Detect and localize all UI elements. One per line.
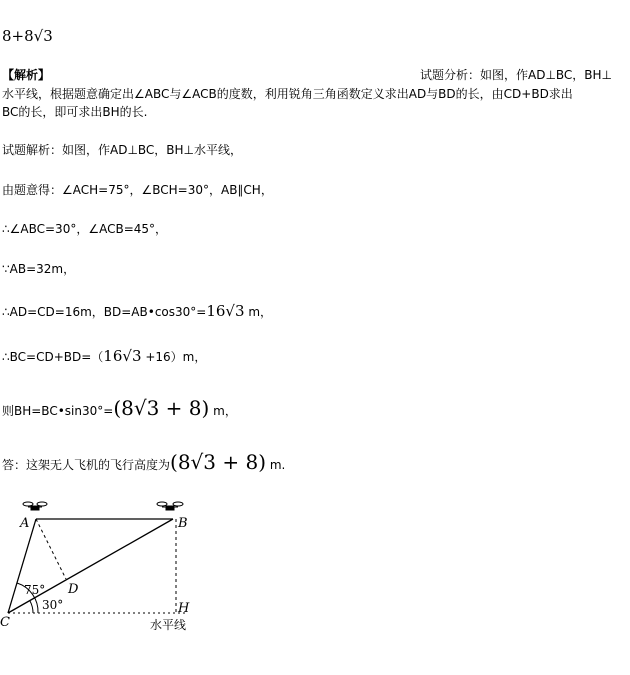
step-6-math: (8√3 + 8) — [113, 396, 210, 420]
step-5-math: 16√3 — [103, 347, 142, 365]
label-d: D — [68, 582, 79, 597]
angle-arc-30 — [30, 601, 33, 613]
analysis-line-3: BC的长，即可求出BH的长. — [2, 105, 148, 119]
analysis-intro: 试题分析：如图，作AD⊥BC，BH⊥ — [420, 68, 613, 82]
angle-30-label: 30° — [42, 598, 64, 612]
solution-step-6 — [2, 396, 237, 423]
drone-height-figure — [0, 495, 210, 640]
step-4-unit: m， — [244, 305, 273, 319]
step-4-text: ∴AD=CD=16m，BD=AB•cos30°= — [2, 305, 207, 319]
solution-step-2: ∴∠ABC=30°，∠ACB=45°， — [2, 222, 168, 236]
step-4-math: 16√3 — [206, 302, 245, 320]
conclusion — [2, 450, 285, 477]
conclusion-math: (8√3 + 8) — [170, 450, 267, 474]
label-h: H — [178, 601, 190, 616]
conclusion-text: 答：这架无人飞机的飞行高度为 — [2, 458, 171, 472]
segment-ad — [36, 519, 66, 579]
drone-a-icon — [23, 502, 47, 510]
horizontal-line-label: 水平线 — [150, 618, 187, 632]
answer-text: 8+8√3 — [2, 27, 53, 45]
label-a: A — [20, 516, 30, 531]
analysis-line-2: 水平线，根据题意确定出∠ABC与∠ACB的度数，利用锐角三角函数定义求出AD与BD的长，由CD+BD求出 — [2, 87, 573, 101]
label-c: C — [0, 615, 10, 630]
step-5-unit: +16）m， — [141, 350, 207, 364]
conclusion-unit: m. — [266, 458, 286, 472]
solution-step-3: ∵AB=32m， — [2, 262, 76, 276]
step-5-text: ∴BC=CD+BD=（ — [2, 350, 104, 364]
analysis-label: 【解析】 — [2, 68, 51, 82]
segment-cb — [8, 519, 173, 613]
solution-step-1: 由题意得：∠ACH=75°，∠BCH=30°，AB∥CH， — [2, 183, 273, 197]
solution-intro: 试题解析：如图，作AD⊥BC，BH⊥水平线， — [2, 143, 243, 157]
label-b: B — [178, 516, 188, 531]
step-6-unit: m， — [209, 404, 237, 418]
step-6-text: 则BH=BC•sin30°= — [2, 404, 114, 418]
solution-step-4 — [2, 303, 272, 320]
drone-b-icon — [157, 502, 183, 510]
angle-75-label: 75° — [24, 583, 46, 597]
solution-step-5 — [2, 348, 206, 365]
